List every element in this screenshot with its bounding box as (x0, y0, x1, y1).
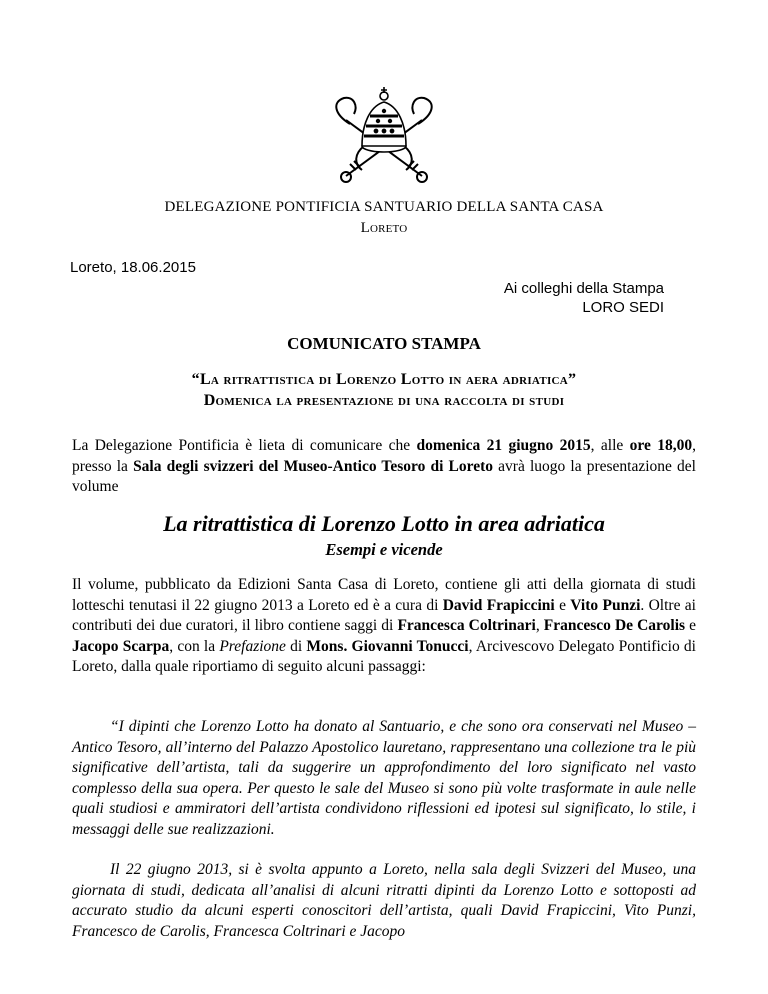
book-subtitle: Esempi e vicende (325, 540, 443, 559)
organization-city: Loreto (360, 220, 408, 236)
quote-paragraph-1: “I dipinti che Lorenzo Lotto ha donato al Santuario, e che sono ora conservati nel Museo – Antico Tesoro, all’interno del Palazzo Apostolico lauretano, rappresentano una collezione tra le più significative dell’artista, tali da suggerire un approfondimento del loro significato nel vasto complesso della sua opera. Per questo le sale del Museo si sono più volte trasformate in aule nelle quali studiosi e ammiratori dell’artista condividono riflessioni ed ipotesi sul significato, lo stile, i messaggi delle sue realizzazioni. (72, 718, 696, 838)
document-headline: COMUNICATO STAMPA (287, 334, 481, 353)
recipient-line-2: LORO SEDI (582, 299, 664, 316)
body-paragraph: Il volume, pubblicato da Edizioni Santa Casa di Loreto, contiene gli atti della giornata di studi lotteschi tenutasi il 22 giugno 2013 a Loreto ed è a cura di David Frapiccini e Vito Punzi. Oltre ai contributi dei due curatori, il libro contiene saggi di Francesca Coltrinari, Francesco De Carolis e Jacopo Scarpa, con la Prefazione di Mons. Giovanni Tonucci, Arcivescovo Delegato Pontificio di Loreto, dalla quale riportiamo di seguito alcuni passaggi: (72, 576, 697, 675)
subheadline-line-2: Domenica la presentazione di una raccolta di studi (203, 392, 565, 409)
quote-paragraph-2: Il 22 giugno 2013, si è svolta appunto a Loreto, nella sala degli Svizzeri del Museo, una giornata di studi, dedicata all’analisi di alcuni ritratti dipinti da Lorenzo Lotto e sottoposti ad accurato studio da alcuni esperti conoscitori dell’artista, quali David Frapiccini, Vito Punzi, Francesco de Carolis, Francesca Coltrinari e Jacopo (72, 861, 696, 940)
document-date: Loreto, 18.06.2015 (70, 259, 196, 276)
subheadline-line-1: “La ritrattistica di Lorenzo Lotto in aera adriatica” (191, 371, 577, 388)
intro-paragraph: La Delegazione Pontificia è lieta di comunicare che domenica 21 giugno 2015, alle ore 18,00, presso la Sala degli svizzeri del Museo-Antico Tesoro di Loreto avrà luogo la presentazione del volume (72, 437, 696, 495)
recipient-line-1: Ai colleghi della Stampa (503, 280, 664, 297)
book-title: La ritrattistica di Lorenzo Lotto in area adriatica (163, 511, 605, 536)
papal-tiara-crossed-keys-icon (324, 84, 444, 186)
organization-name: DELEGAZIONE PONTIFICIA SANTUARIO DELLA SANTA CASA (164, 199, 604, 215)
